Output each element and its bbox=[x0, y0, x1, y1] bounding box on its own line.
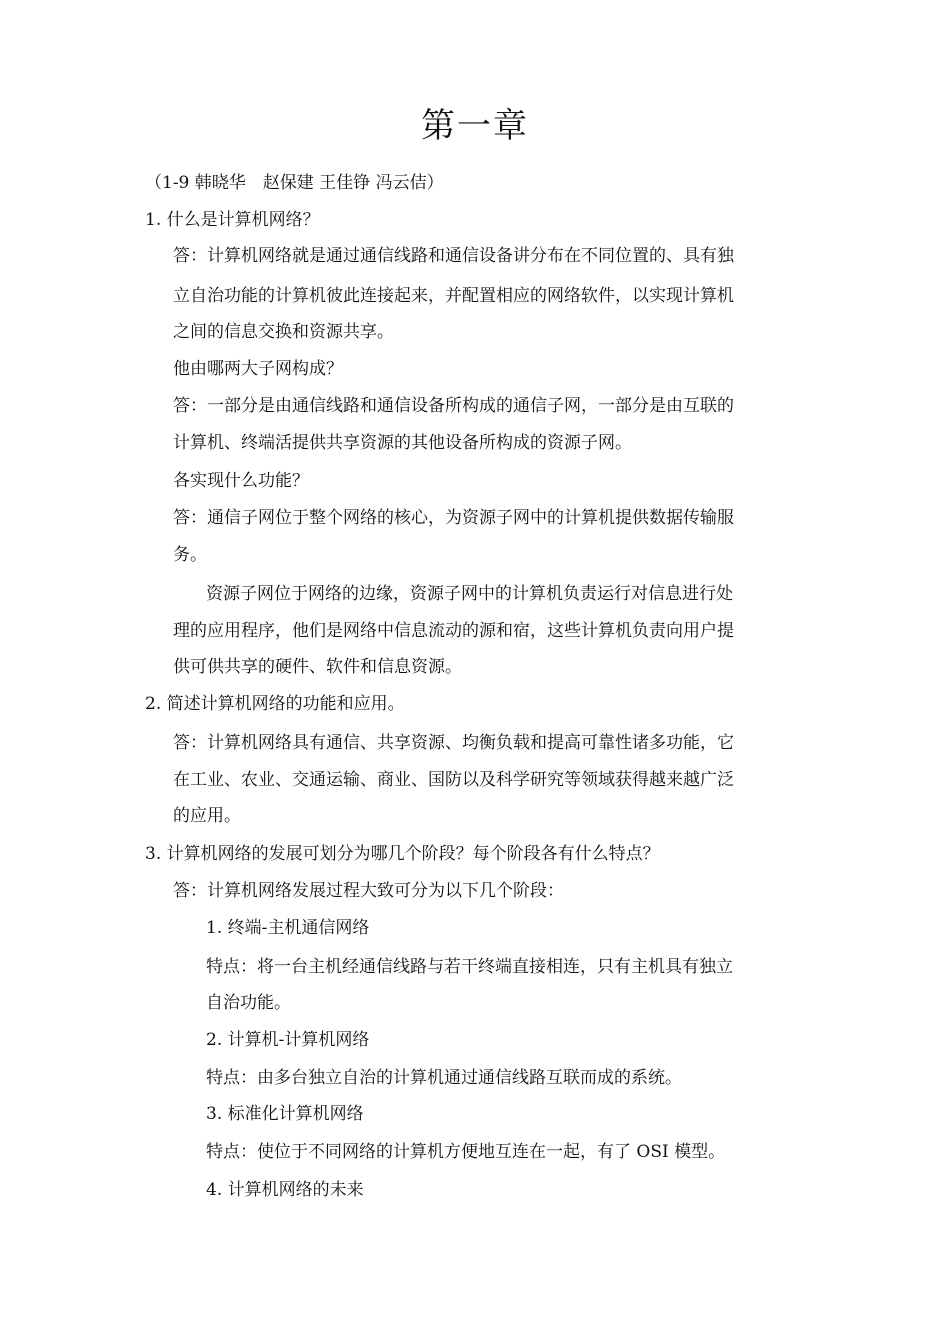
question-2: 2. 简述计算机网络的功能和应用。 bbox=[145, 694, 405, 714]
stage-2-feature: 特点：由多台独立自治的计算机通过通信线路互联而成的系统。 bbox=[206, 1068, 682, 1088]
question-3: 3. 计算机网络的发展可划分为哪几个阶段？每个阶段各有什么特点？ bbox=[145, 844, 660, 864]
stage-3-feature: 特点：使位于不同网络的计算机方便地互连在一起，有了 OSI 模型。 bbox=[206, 1142, 726, 1162]
chapter-title: 第一章 bbox=[421, 106, 529, 146]
answer-1-sub-2-line-3: 资源子网位于网络的边缘，资源子网中的计算机负责运行对信息进行处 bbox=[206, 584, 733, 604]
answer-1-line-3: 之间的信息交换和资源共享。 bbox=[173, 322, 394, 342]
stage-2-heading: 2. 计算机-计算机网络 bbox=[206, 1030, 370, 1050]
author-line: （1-9 韩晓华 赵保建 王佳铮 冯云佶） bbox=[145, 173, 444, 193]
stage-1-feature-line-1: 特点：将一台主机经通信线路与若干终端直接相连，只有主机具有独立 bbox=[206, 957, 733, 977]
stage-3-heading: 3. 标准化计算机网络 bbox=[206, 1104, 364, 1124]
question-1-sub-1: 他由哪两大子网构成？ bbox=[173, 359, 343, 379]
answer-1-sub-2-line-5: 供可供共享的硬件、软件和信息资源。 bbox=[173, 657, 462, 677]
stage-1-heading: 1. 终端-主机通信网络 bbox=[206, 918, 370, 938]
answer-1-line-2: 立自治功能的计算机彼此连接起来，并配置相应的网络软件，以实现计算机 bbox=[173, 286, 734, 306]
question-1-sub-2: 各实现什么功能？ bbox=[173, 471, 309, 491]
answer-2-line-2: 在工业、农业、交通运输、商业、国防以及科学研究等领域获得越来越广泛 bbox=[173, 770, 734, 790]
answer-1-line-1: 答：计算机网络就是通过通信线路和通信设备讲分布在不同位置的、具有独 bbox=[173, 246, 734, 266]
answer-1-sub-1-line-2: 计算机、终端活提供共享资源的其他设备所构成的资源子网。 bbox=[173, 433, 632, 453]
answer-2-line-1: 答：计算机网络具有通信、共享资源、均衡负载和提高可靠性诸多功能，它 bbox=[173, 733, 734, 753]
answer-1-sub-1-line-1: 答：一部分是由通信线路和通信设备所构成的通信子网，一部分是由互联的 bbox=[173, 396, 734, 416]
answer-1-sub-2-line-4: 理的应用程序，他们是网络中信息流动的源和宿，这些计算机负责向用户提 bbox=[173, 621, 734, 641]
answer-1-sub-2-line-1: 答：通信子网位于整个网络的核心，为资源子网中的计算机提供数据传输服 bbox=[173, 508, 734, 528]
question-1: 1. 什么是计算机网络？ bbox=[145, 210, 320, 230]
stage-1-feature-line-2: 自治功能。 bbox=[206, 993, 291, 1013]
answer-3-intro: 答：计算机网络发展过程大致可分为以下几个阶段： bbox=[173, 881, 564, 901]
stage-4-heading: 4. 计算机网络的未来 bbox=[206, 1180, 364, 1200]
answer-2-line-3: 的应用。 bbox=[173, 806, 241, 826]
answer-1-sub-2-line-2: 务。 bbox=[173, 545, 207, 565]
